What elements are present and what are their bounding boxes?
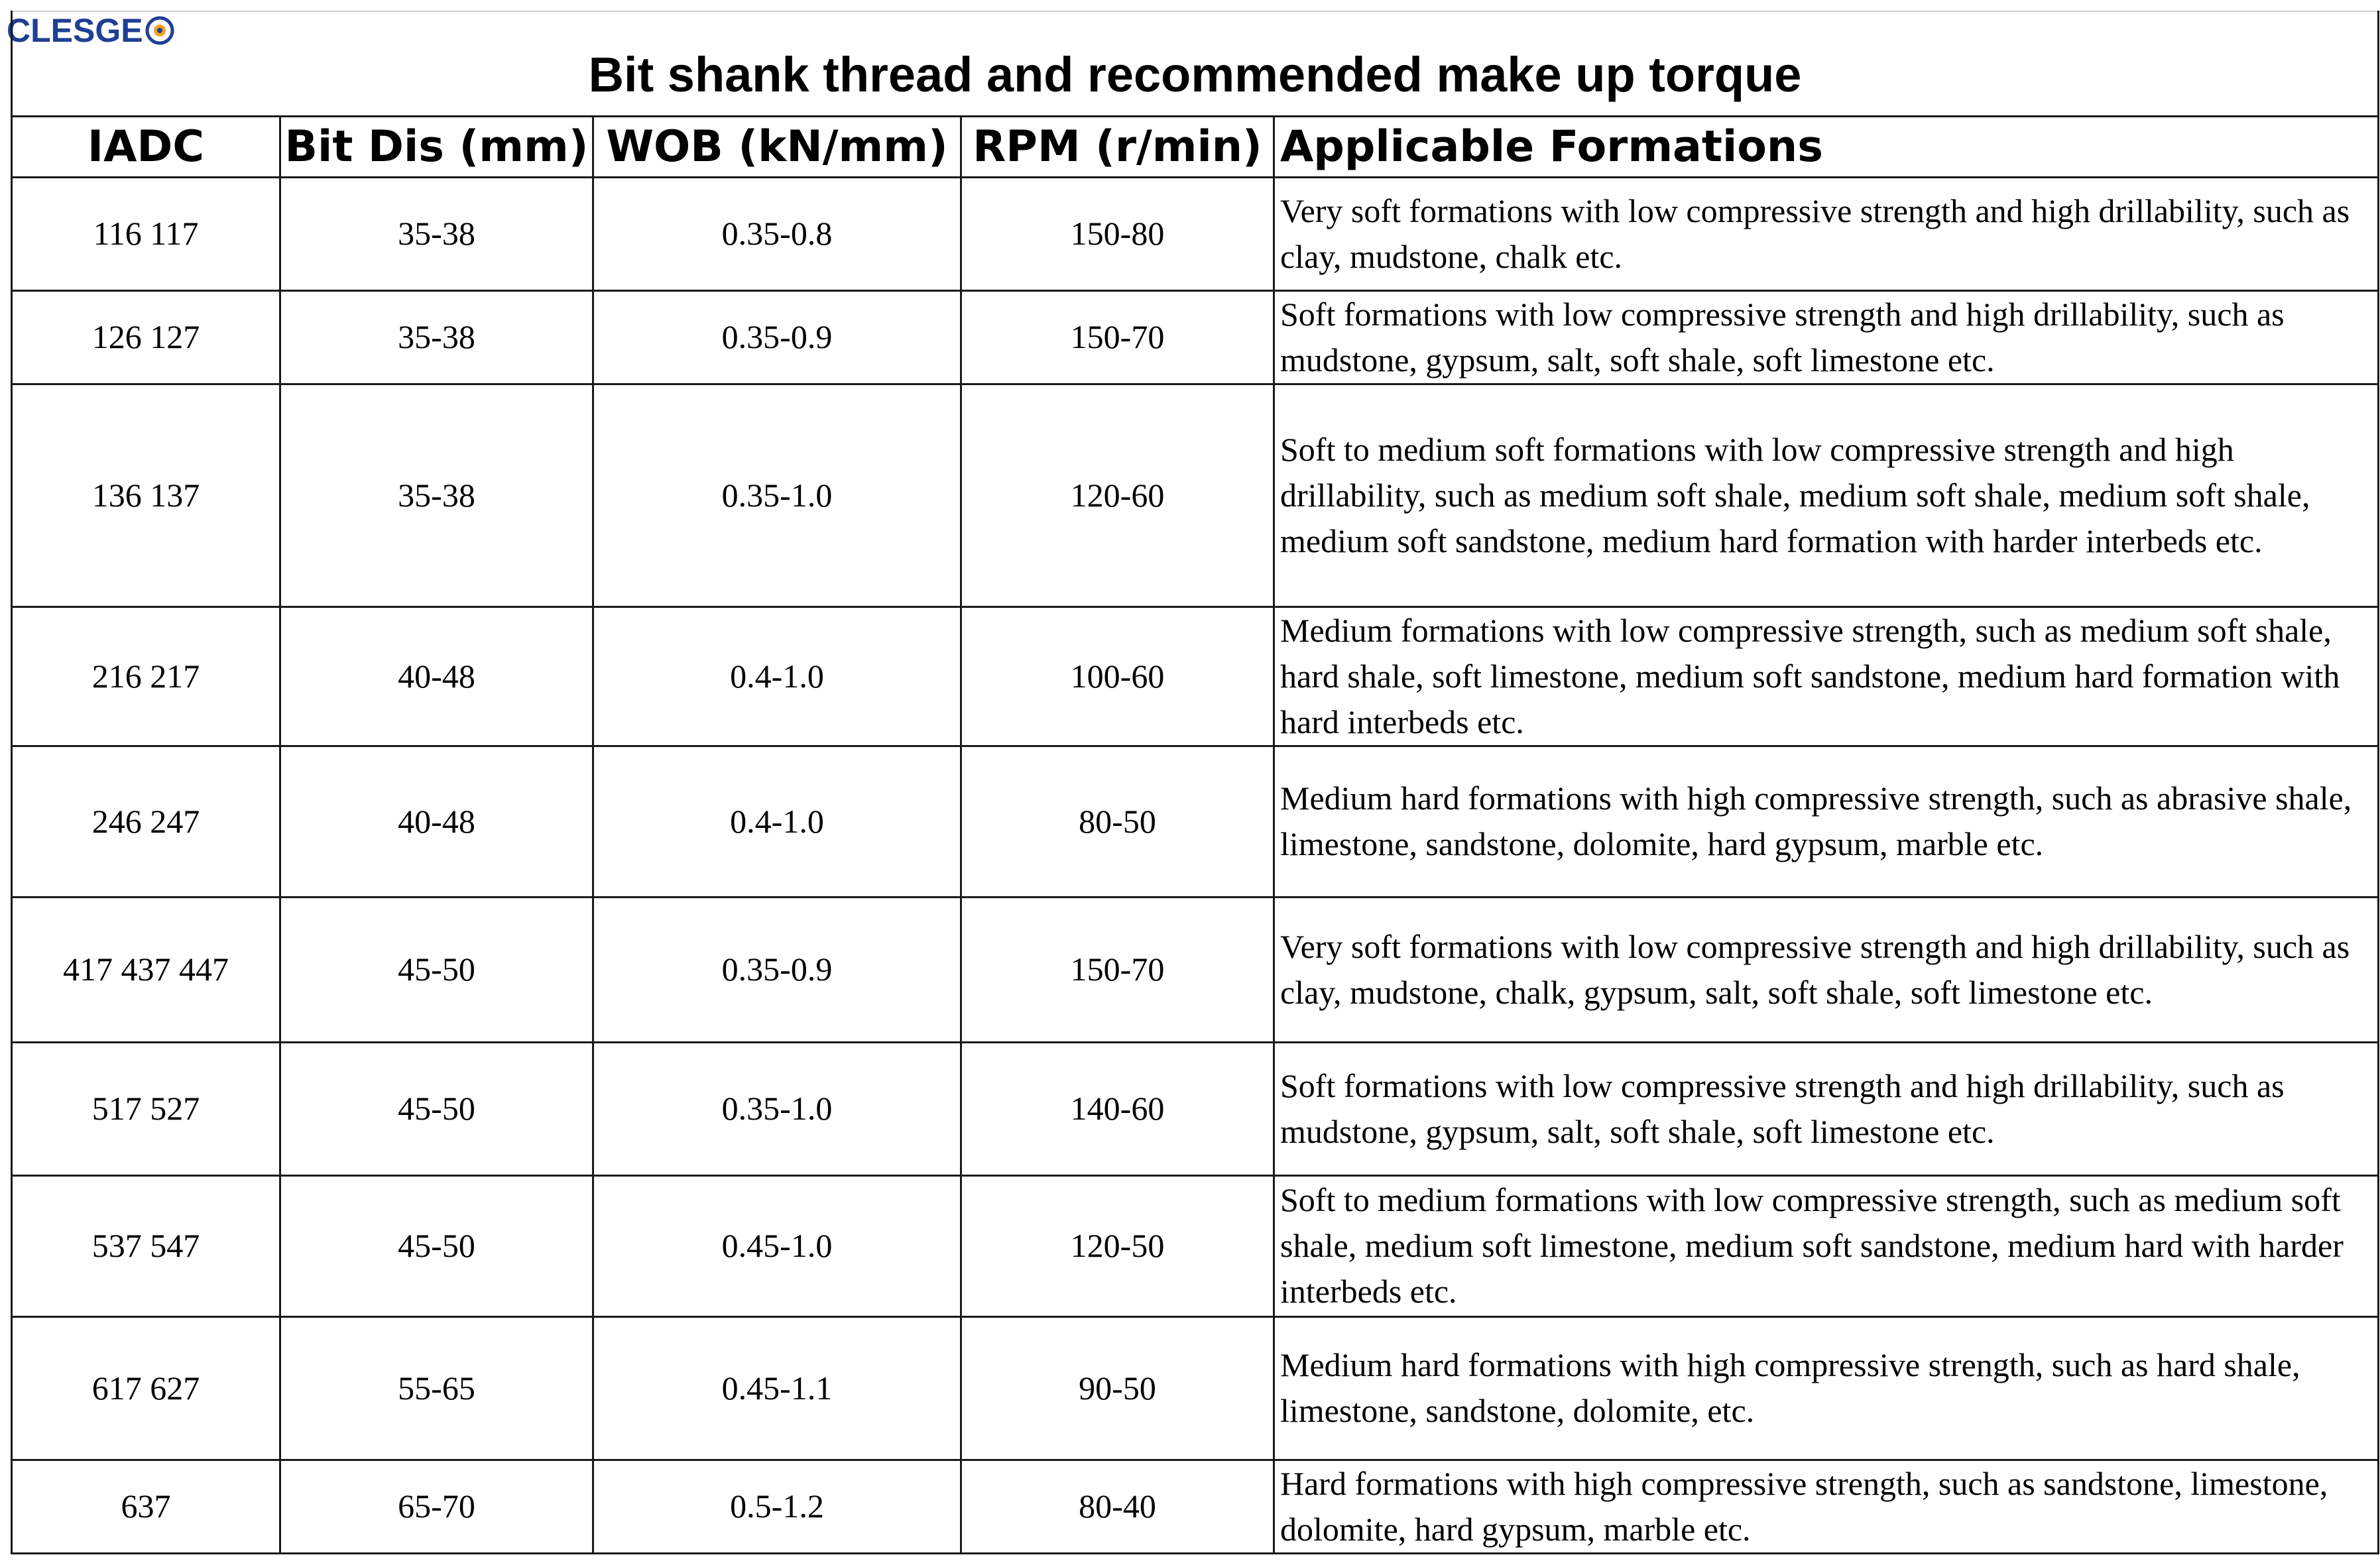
cell-bit-dis: 35-38 — [280, 290, 593, 384]
cell-wob: 0.35-1.0 — [593, 1042, 961, 1175]
cell-formations: Medium hard formations with high compressive strength, such as abrasive shale, limestone, sandstone, dolomite, hard gypsum, marble etc. — [1274, 746, 2379, 897]
cell-wob: 0.4-1.0 — [593, 746, 961, 897]
title-row — [12, 11, 2379, 116]
cell-wob: 0.45-1.0 — [593, 1175, 961, 1316]
cell-iadc: 617 627 — [12, 1316, 280, 1460]
cell-iadc: 246 247 — [12, 746, 280, 897]
cell-formations: Soft to medium soft formations with low compressive strength and high drillability, such as medium soft shale, medium soft shale, medium soft shale, medium soft sandstone, medium hard formation with harder interbeds etc. — [1274, 384, 2379, 607]
cell-iadc: 517 527 — [12, 1042, 280, 1175]
cell-wob: 0.35-0.9 — [593, 290, 961, 384]
table-row — [12, 746, 2379, 897]
cell-formations: Soft formations with low compressive strength and high drillability, such as mudstone, gypsum, salt, soft shale, soft limestone etc. — [1274, 290, 2379, 384]
table-row — [12, 897, 2379, 1042]
cell-rpm: 80-50 — [961, 746, 1274, 897]
header-wob: WOB (kN/mm) — [593, 116, 961, 177]
header-rpm: RPM (r/min) — [961, 116, 1274, 177]
cell-wob: 0.4-1.0 — [593, 607, 961, 746]
page-title: Bit shank thread and recommended make up torque — [12, 11, 2379, 116]
cell-wob: 0.45-1.1 — [593, 1316, 961, 1460]
cell-iadc: 136 137 — [12, 384, 280, 607]
cell-wob: 0.35-0.9 — [593, 897, 961, 1042]
header-bit-dis: Bit Dis (mm) — [280, 116, 593, 177]
cell-rpm: 80-40 — [961, 1460, 1274, 1553]
cell-rpm: 120-50 — [961, 1175, 1274, 1316]
cell-formations: Very soft formations with low compressive strength and high drillability, such as clay, mudstone, chalk etc. — [1274, 177, 2379, 290]
cell-formations: Hard formations with high compressive strength, such as sandstone, limestone, dolomite, hard gypsum, marble etc. — [1274, 1460, 2379, 1553]
cell-formations: Soft formations with low compressive strength and high drillability, such as mudstone, gypsum, salt, soft shale, soft limestone etc. — [1274, 1042, 2379, 1175]
header-iadc: IADC — [12, 116, 280, 177]
cell-wob: 0.35-1.0 — [593, 384, 961, 607]
cell-rpm: 140-60 — [961, 1042, 1274, 1175]
cell-bit-dis: 40-48 — [280, 607, 593, 746]
logo-text: CLESGE — [7, 12, 143, 49]
table-row — [12, 1042, 2379, 1175]
cell-formations: Medium formations with low compressive strength, such as medium soft shale, hard shale, soft limestone, medium soft sandstone, medium hard formation with hard interbeds etc. — [1274, 607, 2379, 746]
cell-iadc: 126 127 — [12, 290, 280, 384]
cell-rpm: 150-70 — [961, 897, 1274, 1042]
table-row — [12, 290, 2379, 384]
cell-rpm: 150-70 — [961, 290, 1274, 384]
cell-iadc: 637 — [12, 1460, 280, 1553]
cell-iadc: 537 547 — [12, 1175, 280, 1316]
table-row — [12, 607, 2379, 746]
cell-rpm: 150-80 — [961, 177, 1274, 290]
cell-bit-dis: 40-48 — [280, 746, 593, 897]
cell-iadc: 116 117 — [12, 177, 280, 290]
cell-rpm: 90-50 — [961, 1316, 1274, 1460]
cell-bit-dis: 35-38 — [280, 177, 593, 290]
cell-bit-dis: 45-50 — [280, 1175, 593, 1316]
cell-bit-dis: 45-50 — [280, 1042, 593, 1175]
header-row — [12, 116, 2379, 177]
cell-formations: Soft to medium formations with low compressive strength, such as medium soft shale, medium soft limestone, medium soft sandstone, medium hard with harder interbeds etc. — [1274, 1175, 2379, 1316]
cell-rpm: 120-60 — [961, 384, 1274, 607]
cell-bit-dis: 45-50 — [280, 897, 593, 1042]
table-row — [12, 1460, 2379, 1553]
cell-wob: 0.5-1.2 — [593, 1460, 961, 1553]
cell-formations: Medium hard formations with high compressive strength, such as hard shale, limestone, sandstone, dolomite, etc. — [1274, 1316, 2379, 1460]
cell-bit-dis: 55-65 — [280, 1316, 593, 1460]
cell-rpm: 100-60 — [961, 607, 1274, 746]
cell-iadc: 216 217 — [12, 607, 280, 746]
table-row — [12, 177, 2379, 290]
header-applicable-formations: Applicable Formations — [1274, 116, 2379, 177]
cell-formations: Very soft formations with low compressive strength and high drillability, such as clay, mudstone, chalk, gypsum, salt, soft shale, soft limestone etc. — [1274, 897, 2379, 1042]
table-row — [12, 1175, 2379, 1316]
cell-bit-dis: 35-38 — [280, 384, 593, 607]
cell-bit-dis: 65-70 — [280, 1460, 593, 1553]
cell-wob: 0.35-0.8 — [593, 177, 961, 290]
table-row — [12, 384, 2379, 607]
cell-iadc: 417 437 447 — [12, 897, 280, 1042]
table-row — [12, 1316, 2379, 1460]
spec-table — [11, 11, 2379, 1554]
